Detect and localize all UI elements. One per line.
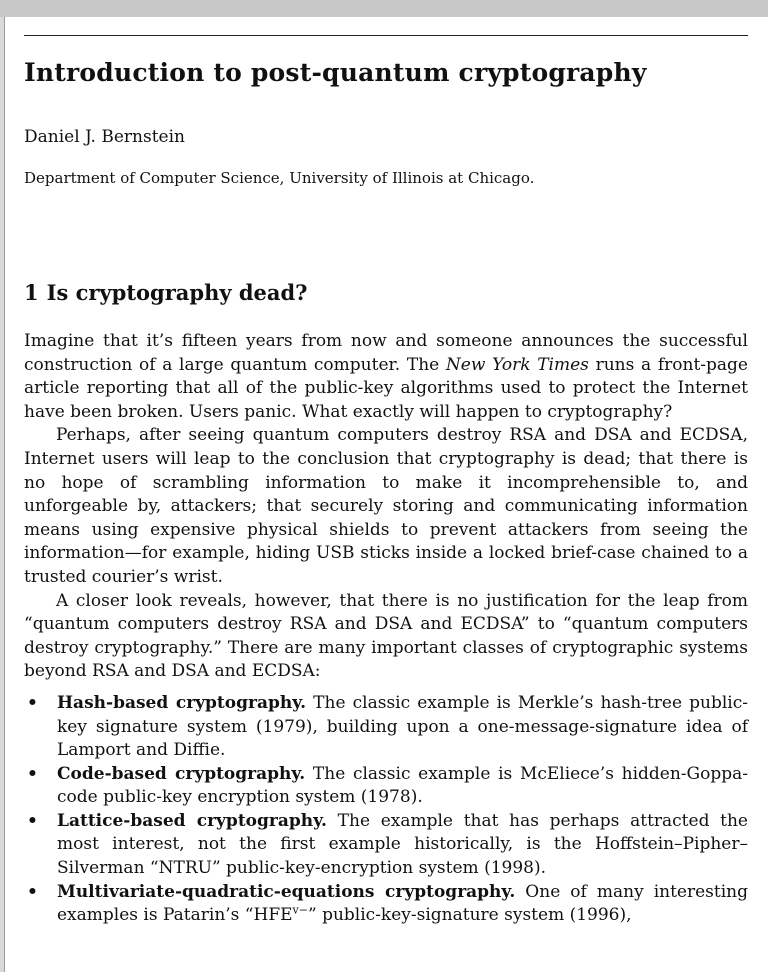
bullet-icon: • bbox=[27, 881, 38, 902]
paragraph-2: Perhaps, after seeing quantum computers destroy RSA and DSA and ECDSA, Internet users will leap to the conclusion that cryptography is dead; that there is no hope of scrambling information to make it incomprehensible to, and unforgeable by, attackers; that securely storing and communicating information means using expensive physical shields to prevent attackers from seeing the information—for example, hiding USB sticks inside a locked brief-case chained to a trusted courier’s wrist. bbox=[24, 425, 748, 587]
list-item bbox=[24, 881, 748, 928]
section-title: Is cryptography dead? bbox=[46, 280, 308, 305]
section-number: 1 bbox=[24, 280, 39, 305]
header-rule bbox=[24, 35, 748, 36]
hfe-superscript: v− bbox=[292, 903, 308, 917]
list-item-text: The classic example is Merkle’s hash-tree public-key signature system (1979), building upon a one-message-signature idea of Lamport and Diffie. bbox=[57, 692, 749, 761]
author-name: Daniel J. Bernstein bbox=[24, 127, 185, 147]
paragraph-1-text-a: Imagine that it’s fifteen years from now and someone announces the successful construction of a large quantum computer. The bbox=[24, 331, 748, 375]
paragraph-1 bbox=[24, 330, 748, 424]
paragraph-3: A closer look reveals, however, that there is no justification for the leap from “quantum computers destroy RSA and DSA and ECDSA” to “quantum computers destroy cryptography.” There are many important classes of cryptographic systems beyond RSA and DSA and ECDSA: bbox=[24, 590, 748, 682]
paragraph-1-text-b: runs a front-page article reporting that all of the public-key algorithms used to protect the Internet have been broken. Users panic. What exactly will happen to cryptography? bbox=[24, 354, 748, 422]
list-item bbox=[24, 810, 748, 881]
author-affiliation: Department of Computer Science, University of Illinois at Chicago. bbox=[24, 169, 535, 187]
bullet-icon: • bbox=[27, 810, 38, 831]
list-item-text: The classic example is McEliece’s hidden-Goppa-code public-key encryption system (1978). bbox=[57, 763, 749, 808]
list-item-heading: Code-based cryptography. bbox=[57, 763, 306, 784]
list-item-text: The example that has perhaps attracted the most interest, not the first example historically, is the Hoffstein–Pipher–Silverman “NTRU” public-key-encryption system (1998). bbox=[57, 810, 748, 879]
viewer-top-bar bbox=[0, 0, 768, 17]
bullet-icon: • bbox=[27, 692, 38, 713]
viewer-left-edge bbox=[0, 17, 5, 972]
list-item-heading: Hash-based cryptography. bbox=[57, 692, 307, 713]
list-item-heading: Lattice-based cryptography. bbox=[57, 810, 327, 831]
section-heading bbox=[24, 280, 748, 306]
paper-title: Introduction to post-quantum cryptography bbox=[24, 58, 647, 87]
document-page bbox=[24, 35, 748, 928]
newspaper-name: New York Times bbox=[445, 354, 589, 375]
list-item bbox=[24, 763, 748, 810]
list-item-text-end: ” public-key-signature system (1996), bbox=[307, 905, 632, 926]
list-item-text: One of many interesting examples is Patarin’s “HFE bbox=[57, 881, 749, 926]
list-item-heading: Multivariate-quadratic-equations cryptography. bbox=[57, 881, 516, 902]
bullet-icon: • bbox=[27, 763, 38, 784]
cryptosystem-list bbox=[24, 692, 748, 928]
list-item bbox=[24, 692, 748, 763]
section-body bbox=[24, 330, 748, 928]
